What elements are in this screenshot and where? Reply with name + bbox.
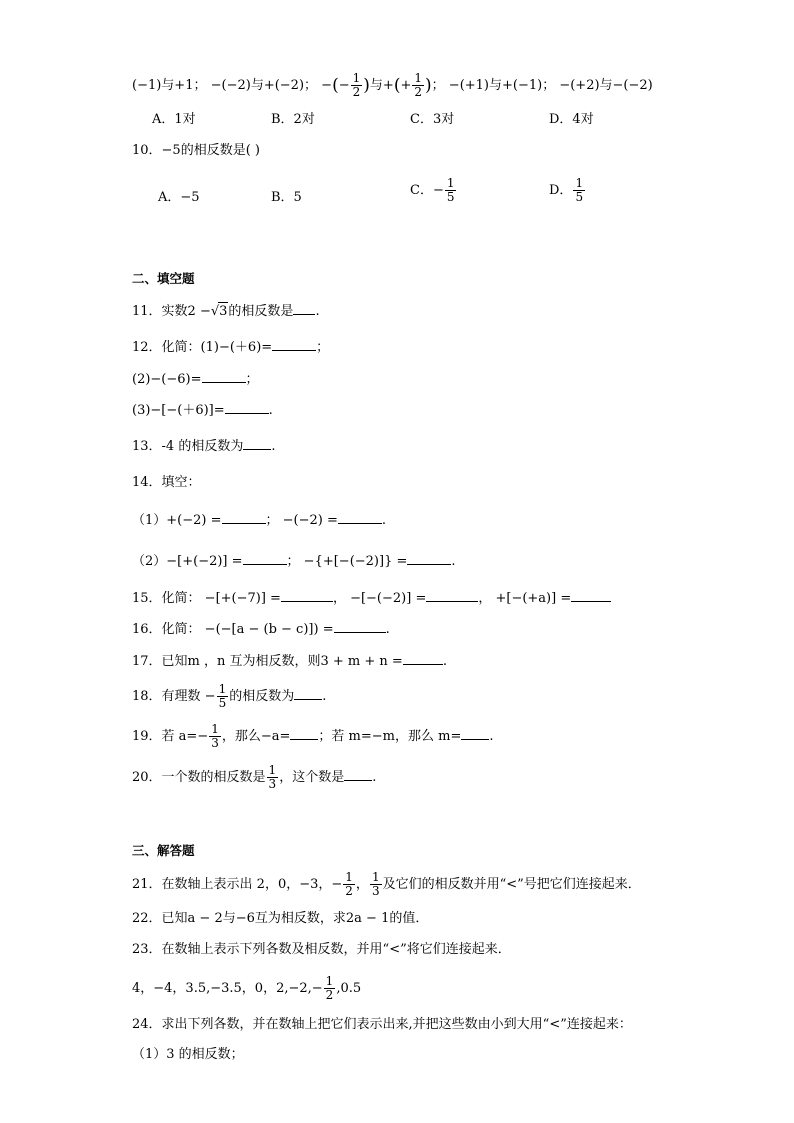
q18: 18．有理数 − $\frac{1}{5}$ 的相反数为 .: [132, 682, 327, 710]
q14-line2: （2）−[+(−2)] = ； −{+[−(−2)]} = .: [132, 554, 456, 569]
q19-blank-2[interactable]: [461, 727, 489, 740]
q9-pair-3: −(− $\frac{1}{2}$ )与+(+ $\frac{1}{2}$ )；: [321, 71, 445, 99]
section-answer-title: 三、解答题: [132, 843, 195, 858]
q24-stem: 24．求出下列各数，并在数轴上把它们表示出来,并把这些数由小到大用“<”连接起来：: [132, 1017, 632, 1032]
q12-blank-3[interactable]: [225, 401, 269, 414]
q13: 13．-4 的相反数为 .: [132, 439, 276, 454]
q20-blank[interactable]: [344, 768, 372, 781]
q13-blank[interactable]: [243, 437, 271, 450]
q12-line3: (3)−[−(＋6)]= .: [132, 403, 273, 418]
q10-stem: 10．−5的相反数是( ): [132, 143, 260, 158]
q19: 19．若 a=− $\frac{1}{3}$ ，那么−a= ；若 m=−m，那么 m= .: [132, 722, 494, 750]
q15: 15．化简： −[+(−7)] = ， −[−(−2)] = ， +[−(+a)] =: [132, 589, 611, 608]
q16-blank[interactable]: [334, 620, 386, 633]
q14-stem: 14．填空：: [132, 475, 201, 490]
q9-option-b[interactable]: B．2对: [271, 112, 315, 127]
q21: 21．在数轴上表示出 2，0，−3，− $\frac{1}{2}$ ， $\frac{1}{3}$ 及它们的相反数并用“<”号把它们连接起来．: [132, 870, 641, 898]
q15-blank-2[interactable]: [426, 589, 478, 602]
q14-line1: （1）+(−2) = ； −(−2) = .: [132, 513, 386, 528]
q14-blank-3[interactable]: [243, 552, 287, 565]
q12-line2: (2)−(−6)= ；: [132, 372, 259, 387]
q12-blank-2[interactable]: [202, 370, 246, 383]
q23-list: 4，−4，3.5,−3.5，0，2,−2,− $\frac{1}{2}$ ,0.5: [132, 974, 362, 1002]
q9-option-d[interactable]: D．4对: [549, 112, 594, 127]
q11: 11．实数2 −√3的相反数是 .: [132, 304, 320, 319]
q14-blank-1[interactable]: [222, 511, 266, 524]
q17-blank[interactable]: [403, 652, 443, 665]
q10-option-b[interactable]: B．5: [271, 190, 302, 205]
q9-pair-2: −(−2)与+(−2)；: [210, 78, 318, 93]
q22: 22．已知a − 2与−6互为相反数，求2a − 1的值．: [132, 911, 429, 926]
q9-pair-4: −(+1)与+(−1)；: [448, 78, 556, 93]
q9-pair-1: (−1)与+1；: [132, 78, 207, 93]
q11-blank[interactable]: [293, 302, 315, 315]
q20: 20．一个数的相反数是 $\frac{1}{3}$ ，这个数是 .: [132, 763, 377, 791]
q10-option-c[interactable]: C．− $\frac{1}{5}$: [410, 176, 455, 204]
q16: 16．化简： −(−[a − (b − c)]) = .: [132, 622, 390, 637]
q18-blank[interactable]: [294, 687, 322, 700]
q17: 17．已知m ，n 互为相反数，则3 + m + n = .: [132, 654, 447, 669]
q9-option-a[interactable]: A．1对: [152, 112, 196, 127]
q19-blank-1[interactable]: [290, 727, 318, 740]
q9-pairs: [132, 72, 653, 99]
q9-option-c[interactable]: C．3对: [410, 112, 455, 127]
q10-option-d[interactable]: D． $\frac{1}{5}$: [549, 176, 584, 204]
q9-pair-5: −(+2)与−(−2): [559, 78, 653, 93]
q24-sub1: （1）3 的相反数；: [132, 1047, 244, 1062]
q15-blank-3[interactable]: [571, 589, 611, 602]
q15-blank-1[interactable]: [281, 589, 333, 602]
q12-blank-1[interactable]: [272, 338, 316, 351]
q23-stem: 23．在数轴上表示下列各数及相反数，并用“<”将它们连接起来．: [132, 942, 511, 957]
section-fill-in-title: 二、填空题: [132, 271, 195, 286]
q14-blank-2[interactable]: [338, 511, 382, 524]
q14-blank-4[interactable]: [407, 552, 451, 565]
q12-line1: 12．化简：(1)−(＋6)= ；: [132, 340, 330, 355]
q10-option-a[interactable]: A．−5: [158, 190, 200, 205]
